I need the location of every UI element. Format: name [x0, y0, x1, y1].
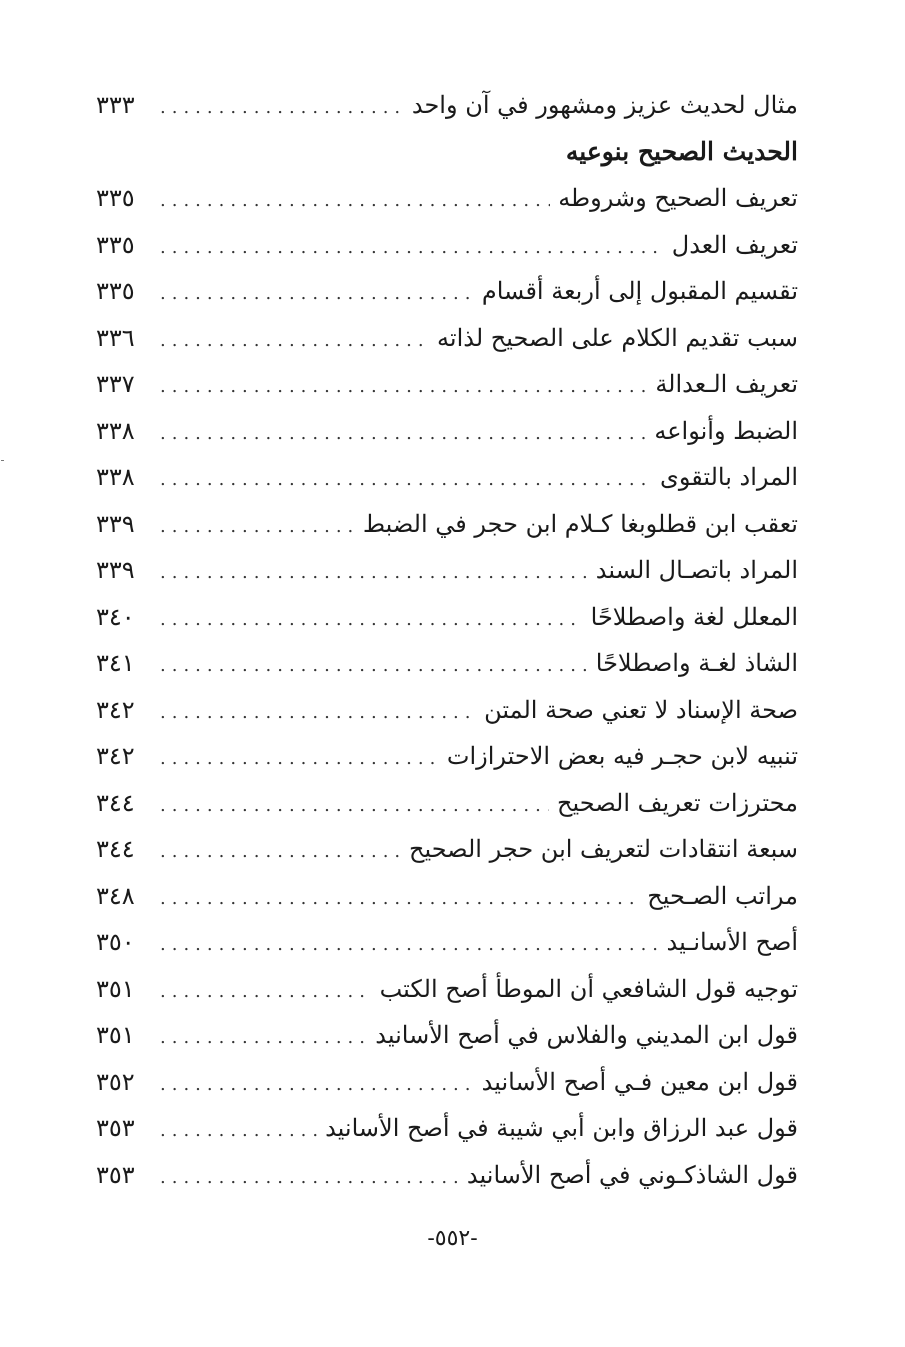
- toc-entry-title: تعريف الـعدالة: [655, 370, 798, 398]
- toc-dot-leader: [160, 969, 372, 1016]
- toc-entry-page: ٣٤٤: [96, 788, 135, 817]
- toc-entry-title: المراد باتصـال السند: [595, 556, 798, 584]
- toc-entry[interactable]: [96, 408, 798, 455]
- toc-entry-page: ٣٣٨: [96, 463, 135, 491]
- toc-entry[interactable]: [96, 547, 798, 594]
- toc-dot-leader: [160, 318, 429, 365]
- toc-entry[interactable]: [96, 640, 798, 687]
- toc-entry-title: سبب تقديم الكلام على الصحيح لذاته: [437, 323, 798, 352]
- toc-entry-title: قول ابن معين فـي أصح الأسانيد: [481, 1067, 798, 1096]
- toc-dot-leader: [160, 922, 659, 969]
- toc-dot-leader: [160, 1108, 317, 1155]
- toc-dot-leader: [160, 271, 474, 318]
- toc-dot-leader: [160, 550, 588, 597]
- toc-entry[interactable]: [96, 1152, 798, 1199]
- toc-entry[interactable]: [96, 919, 798, 966]
- toc-entry[interactable]: [96, 315, 798, 362]
- toc-entry-page: ٣٥٢: [96, 1067, 135, 1096]
- toc-dot-leader: [160, 504, 355, 551]
- toc-entry[interactable]: [96, 82, 798, 129]
- toc-entry-page: ٣٤٤: [96, 835, 135, 863]
- toc-entry[interactable]: [96, 501, 798, 548]
- toc-entry-title: مثال لحديث عزيز ومشهور في آن واحد: [411, 91, 798, 119]
- toc-entry-title: صحة الإسناد لا تعني صحة المتن: [484, 695, 798, 724]
- toc-entry-title: الشاذ لغـة واصطلاحًا: [595, 649, 798, 677]
- toc-entry-title: سبعة انتقادات لتعريف ابن حجر الصحيح: [408, 835, 798, 863]
- toc-entry-title: تعريف الصحيح وشروطه: [558, 184, 798, 212]
- toc-dot-leader: [160, 1155, 459, 1202]
- toc-entry-page: ٣٥١: [96, 1021, 135, 1049]
- toc-dot-leader: [160, 876, 639, 923]
- toc-dot-leader: [160, 783, 549, 830]
- toc-dot-leader: [160, 597, 583, 644]
- toc-entry-title: توجيه قول الشافعي أن الموطأ أصح الكتب: [379, 974, 798, 1003]
- toc-entry[interactable]: [96, 733, 798, 780]
- toc-entry[interactable]: [96, 1012, 798, 1059]
- margin-mark: [1, 460, 4, 461]
- toc-entry-title: تنبيه لابن حجـر فيه بعض الاحترازات: [446, 742, 798, 770]
- toc-dot-leader: [160, 178, 550, 225]
- toc-entry[interactable]: [96, 780, 798, 827]
- toc-entry-page: ٣٣٩: [96, 556, 135, 584]
- toc-entry-title: أصح الأسانـيد: [666, 928, 798, 956]
- toc-entry-page: ٣٤٢: [96, 742, 135, 770]
- toc-entry-page: ٣٥٣: [96, 1114, 135, 1142]
- toc-entry-title: قول ابن المديني والفلاس في أصح الأسانيد: [375, 1021, 798, 1049]
- page-number: -٥٥٢-: [427, 1226, 478, 1251]
- toc-dot-leader: [160, 1062, 474, 1109]
- toc-entry-page: ٣٣٥: [96, 277, 135, 305]
- toc-dot-leader: [160, 457, 652, 504]
- toc-dot-leader: [160, 643, 588, 690]
- toc-list: [96, 82, 798, 1198]
- toc-entry[interactable]: [96, 454, 798, 501]
- toc-entry[interactable]: [96, 361, 798, 408]
- toc-entry-page: ٣٣٧: [96, 370, 135, 398]
- toc-entry[interactable]: [96, 268, 798, 315]
- toc-entry[interactable]: [96, 687, 798, 734]
- toc-entry[interactable]: [96, 222, 798, 269]
- toc-entry[interactable]: [96, 826, 798, 873]
- toc-entry-title: المعلل لغة واصطلاحًا: [590, 602, 798, 631]
- toc-dot-leader: [160, 1015, 367, 1062]
- toc-entry-page: ٣٣٨: [96, 416, 135, 445]
- toc-dot-leader: [160, 736, 439, 783]
- toc-entry-page: ٣٥١: [96, 974, 135, 1003]
- toc-entry[interactable]: [96, 175, 798, 222]
- toc-section-heading: الحديث الصحيح بنوعيه: [565, 136, 798, 166]
- toc-entry-title: تعريف العدل: [671, 230, 798, 259]
- toc-entry-title: قول الشاذكـوني في أصح الأسانيد: [466, 1160, 798, 1189]
- toc-dot-leader: [160, 411, 646, 458]
- toc-entry[interactable]: [96, 1059, 798, 1106]
- toc-entry[interactable]: [96, 594, 798, 641]
- toc-entry-title: تعقب ابن قطلوبغا كـلام ابن حجر في الضبط: [362, 509, 798, 538]
- toc-entry-page: ٣٤٢: [96, 695, 135, 724]
- toc-entry-page: ٣٣٦: [96, 323, 135, 352]
- toc-dot-leader: [160, 829, 401, 876]
- toc-entry-title: قول عبد الرزاق وابن أبي شيبة في أصح الأسانيد: [325, 1114, 798, 1142]
- toc-entry-title: المراد بالتقوى: [660, 463, 798, 491]
- toc-entry-page: ٣٣٣: [96, 91, 135, 119]
- toc-dot-leader: [160, 225, 664, 272]
- table-of-contents: [96, 82, 798, 1198]
- toc-dot-leader: [160, 364, 647, 411]
- toc-dot-leader: [160, 85, 404, 132]
- toc-entry[interactable]: [96, 966, 798, 1013]
- toc-entry-page: ٣٣٩: [96, 509, 135, 538]
- toc-entry-page: ٣٤٨: [96, 881, 135, 910]
- toc-dot-leader: [160, 690, 476, 737]
- toc-entry[interactable]: [96, 1105, 798, 1152]
- toc-entry-page: ٣٣٥: [96, 184, 135, 212]
- toc-entry-title: تقسيم المقبول إلى أربعة أقسام: [481, 277, 798, 305]
- toc-entry-title: مراتب الصـحيح: [647, 881, 798, 910]
- toc-entry-page: ٣٣٥: [96, 230, 135, 259]
- toc-entry-page: ٣٥٠: [96, 928, 135, 956]
- toc-entry-page: ٣٤٠: [96, 602, 135, 631]
- toc-entry[interactable]: [96, 873, 798, 920]
- toc-entry-page: ٣٤١: [96, 649, 135, 677]
- toc-entry-page: ٣٥٣: [96, 1160, 135, 1189]
- toc-entry-title: محترزات تعريف الصحيح: [557, 788, 798, 817]
- toc-entry-title: الضبط وأنواعه: [654, 416, 798, 445]
